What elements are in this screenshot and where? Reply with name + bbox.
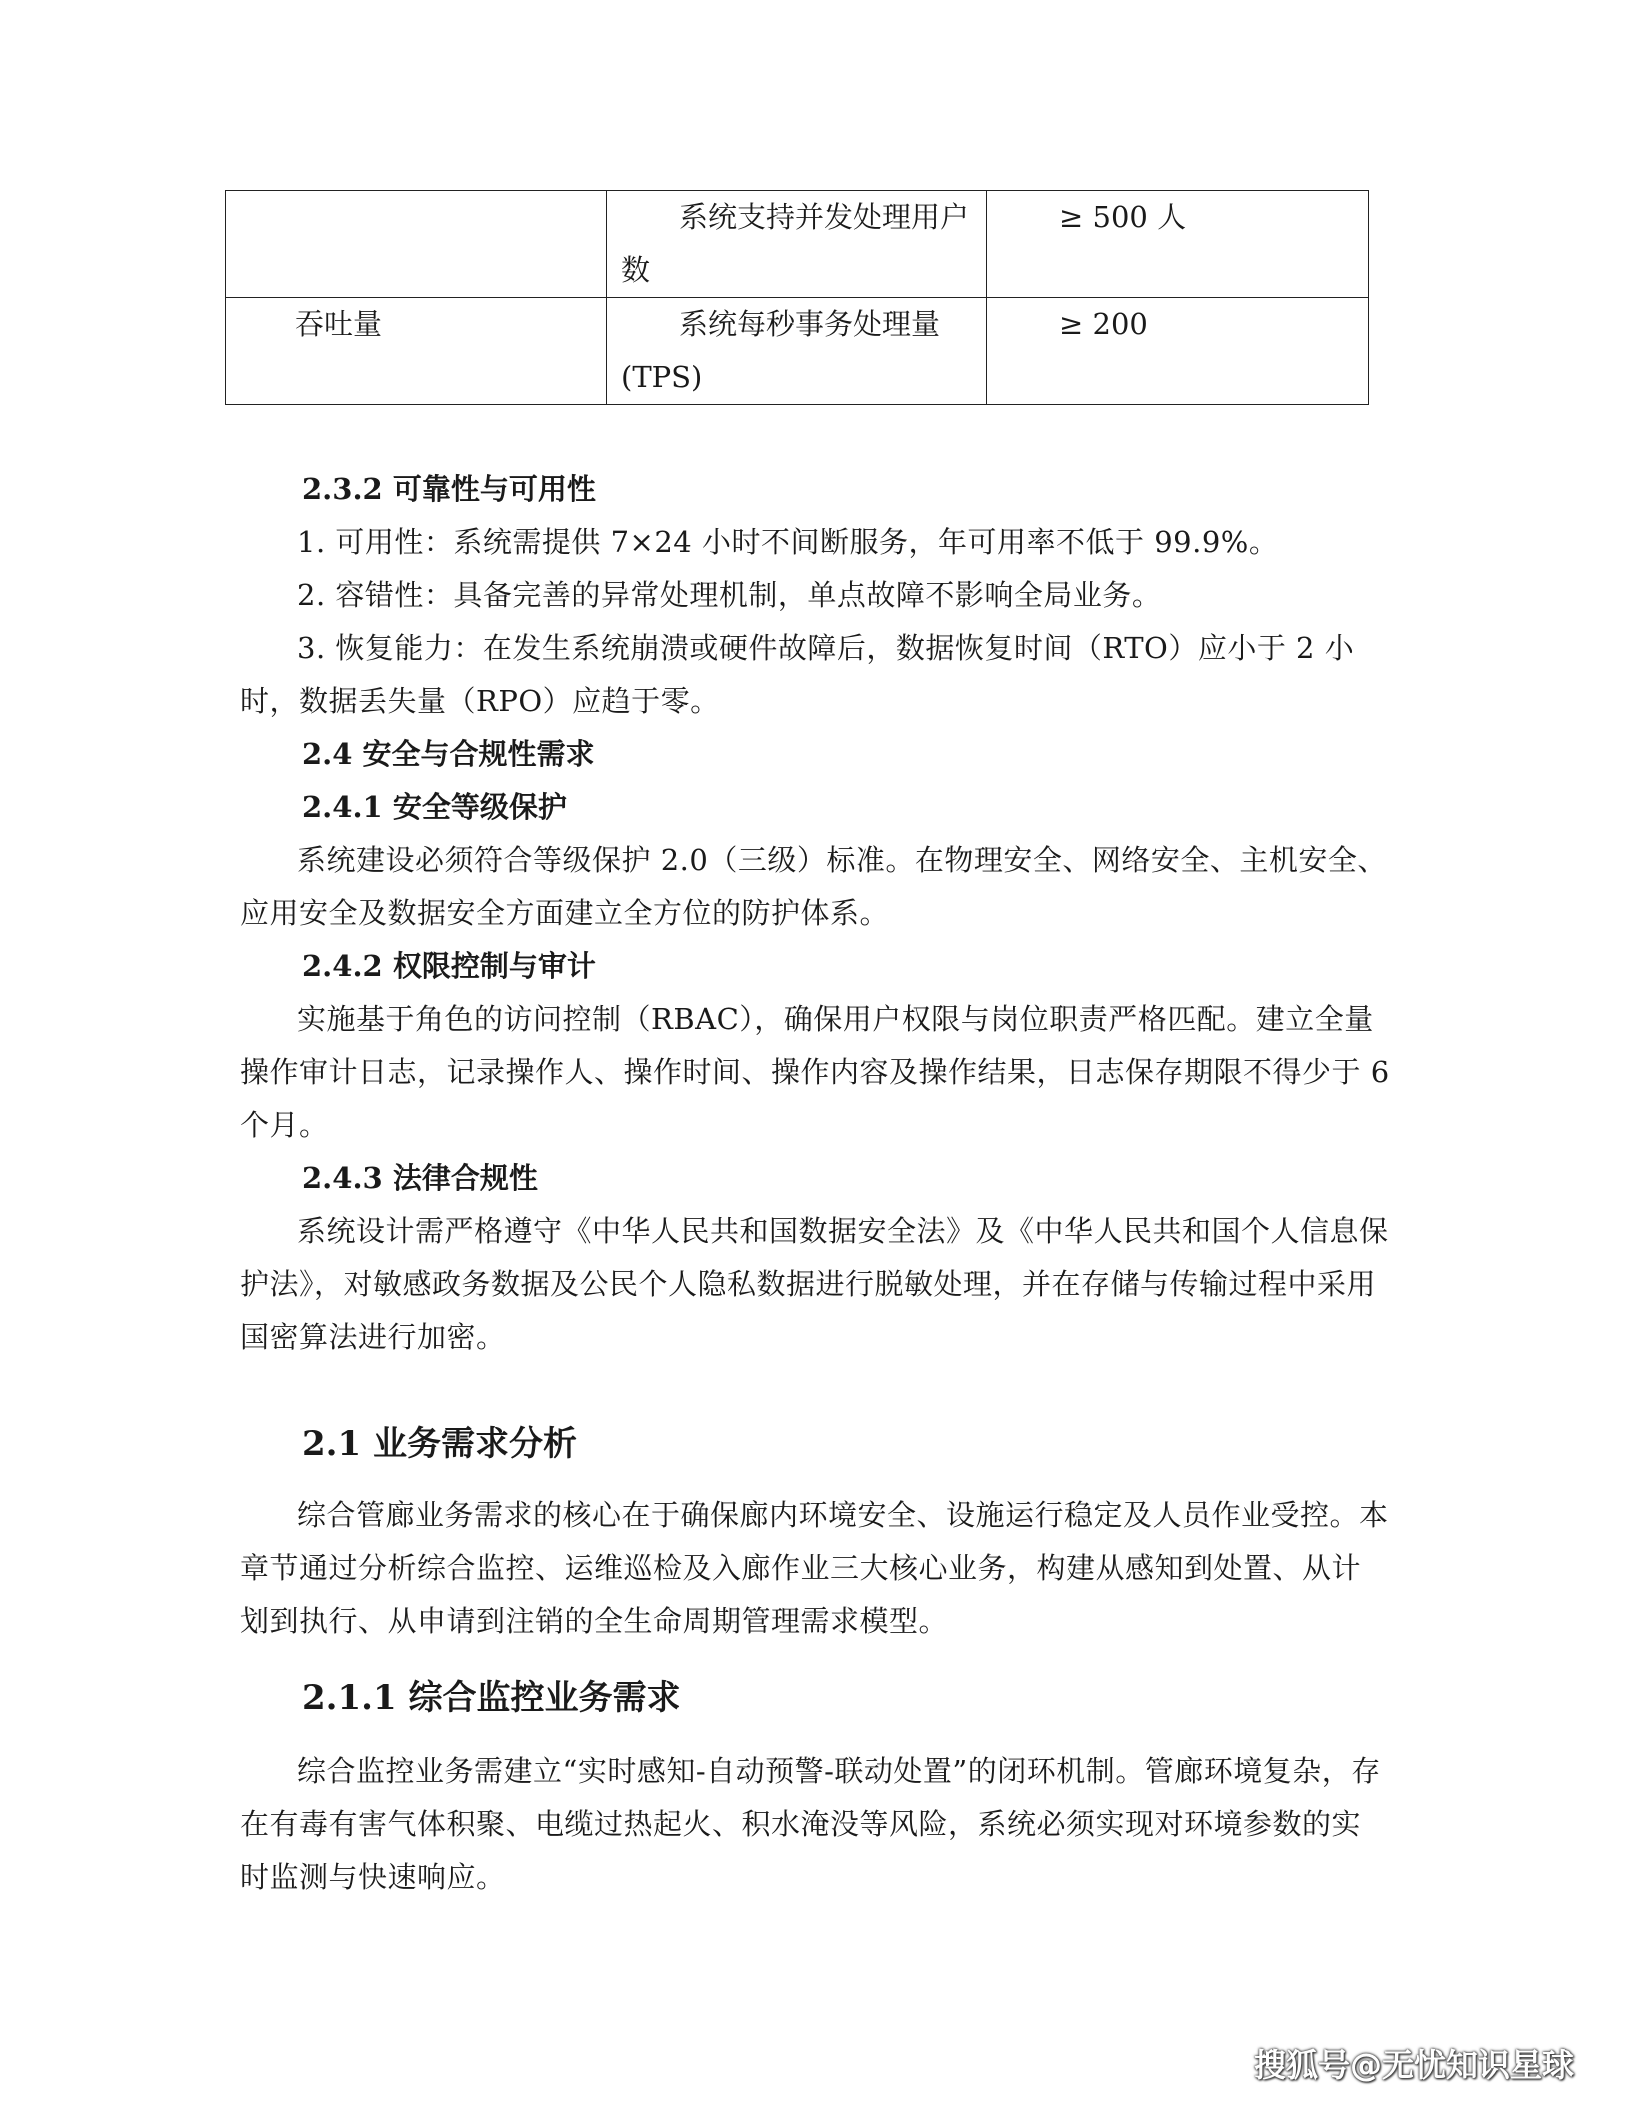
table-row: [226, 298, 1369, 405]
table-cell: [226, 191, 607, 298]
paragraph: 综合监控业务需建立“实时感知-自动预警-联动处置”的闭环机制。管廊环境复杂，存在有毒有害气体积聚、电缆过热起火、积水淹没等风险，系统必须实现对环境参数的实时监测与快速响应。: [240, 1754, 1381, 1894]
list-item: 3. 恢复能力：在发生系统崩溃或硬件故障后，数据恢复时间（RTO）应小于 2 小时，数据丢失量（RPO）应趋于零。: [240, 631, 1355, 718]
table-cell: ≥ 200: [987, 298, 1369, 405]
heading-2-4: 2.4 安全与合规性需求: [302, 737, 595, 771]
table-cell: 系统每秒事务处理量(TPS): [607, 298, 987, 405]
paragraph: 系统设计需严格遵守《中华人民共和国数据安全法》及《中华人民共和国个人信息保护法》，对敏感政务数据及公民个人隐私数据进行脱敏处理，并在存储与传输过程中采用国密算法进行加密。: [240, 1214, 1389, 1354]
performance-table: [225, 190, 1369, 405]
heading-2-3-2: 2.3.2 可靠性与可用性: [302, 472, 596, 506]
list-item: 1. 可用性：系统需提供 7×24 小时不间断服务，年可用率不低于 99.9%。: [297, 525, 1279, 559]
table-cell: ≥ 500 人: [987, 191, 1369, 298]
paragraph: 综合管廊业务需求的核心在于确保廊内环境安全、设施运行稳定及人员作业受控。本章节通过分析综合监控、运维巡检及入廊作业三大核心业务，构建从感知到处置、从计划到执行、从申请到注销的全生命周期管理需求模型。: [240, 1498, 1389, 1638]
table-cell: 系统支持并发处理用户数: [607, 191, 987, 298]
paragraph: 系统建设必须符合等级保护 2.0（三级）标准。在物理安全、网络安全、主机安全、应用安全及数据安全方面建立全方位的防护体系。: [240, 843, 1387, 930]
heading-2-1-1: 2.1.1 综合监控业务需求: [302, 1678, 681, 1718]
table-cell: 吞吐量: [226, 298, 607, 405]
list-item: 2. 容错性：具备完善的异常处理机制，单点故障不影响全局业务。: [297, 578, 1162, 612]
heading-2-4-3: 2.4.3 法律合规性: [302, 1161, 538, 1195]
heading-2-4-1: 2.4.1 安全等级保护: [302, 790, 567, 824]
paragraph: 实施基于角色的访问控制（RBAC），确保用户权限与岗位职责严格匹配。建立全量操作审计日志，记录操作人、操作时间、操作内容及操作结果，日志保存期限不得少于 6 个月。: [240, 1002, 1390, 1142]
watermark: 搜狐号@无忧知识星球: [1253, 2046, 1574, 2084]
heading-2-1: 2.1 业务需求分析: [302, 1424, 577, 1464]
heading-2-4-2: 2.4.2 权限控制与审计: [302, 949, 596, 983]
table-row: [226, 191, 1369, 298]
